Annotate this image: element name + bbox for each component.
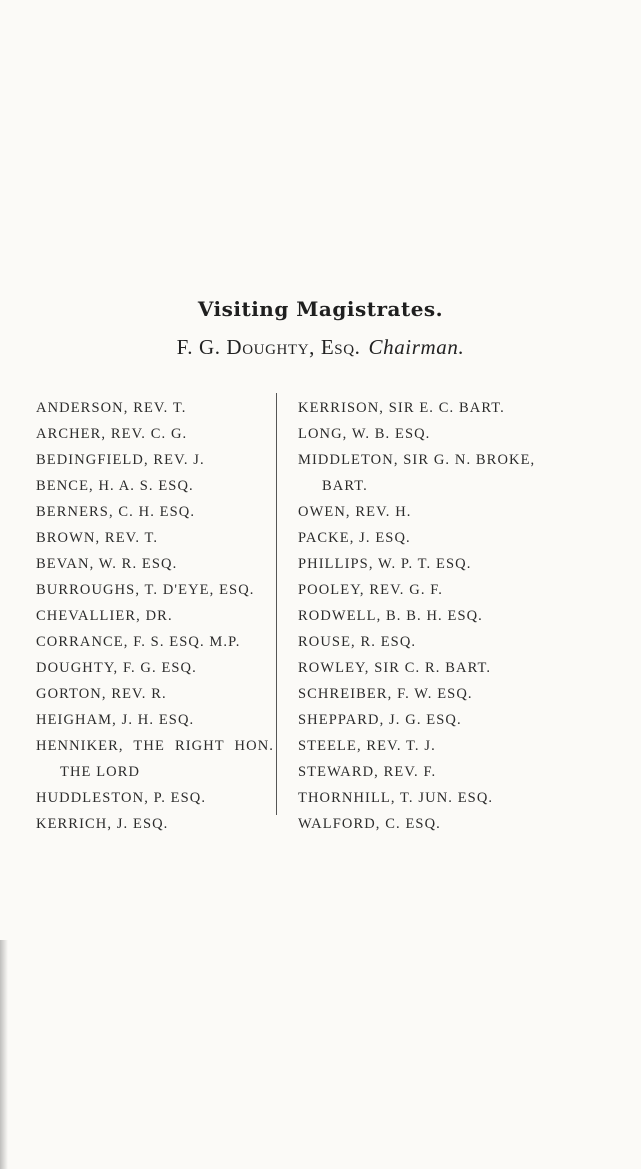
magistrate-entry: HENNIKER, THE RIGHT HON. [36,738,274,754]
magistrate-entry: BEDINGFIELD, REV. J. [36,452,205,468]
magistrate-entry: HEIGHAM, J. H. ESQ. [36,712,195,728]
magistrates-left-column [36,395,274,837]
magistrate-entry: ROWLEY, SIR C. R. BART. [298,660,492,676]
magistrate-entry: CHEVALLIER, DR. [36,608,173,624]
magistrate-entry: WALFORD, C. ESQ. [298,816,441,832]
magistrate-entry: KERRISON, SIR E. C. BART. [298,400,505,416]
magistrate-entry: OWEN, REV. H. [298,504,412,520]
magistrate-entry: STEWARD, REV. F. [298,764,437,780]
column-divider [276,393,277,815]
chairman-name: F. G. Doughty, Esq. [176,335,361,359]
magistrate-entry: DOUGHTY, F. G. ESQ. [36,660,197,676]
magistrate-entry: SHEPPARD, J. G. ESQ. [298,712,462,728]
magistrate-entry: BENCE, H. A. S. ESQ. [36,478,194,494]
page-edge-shadow [0,940,8,1169]
magistrate-entry: RODWELL, B. B. H. ESQ. [298,608,483,624]
magistrate-entry: POOLEY, REV. G. F. [298,582,444,598]
chairman-role: Chairman. [368,335,465,359]
magistrate-entry-continuation: BART. [322,478,368,494]
magistrate-entry: HUDDLESTON, P. ESQ. [36,790,207,806]
magistrate-entry: MIDDLETON, SIR G. N. BROKE, [298,452,536,468]
magistrate-entry: THORNHILL, T. JUN. ESQ. [298,790,494,806]
magistrate-entry: ARCHER, REV. C. G. [36,426,188,442]
magistrate-entry: CORRANCE, F. S. ESQ. M.P. [36,634,241,650]
magistrate-entry: ANDERSON, REV. T. [36,400,187,416]
magistrate-entry: SCHREIBER, F. W. ESQ. [298,686,473,702]
page-heading: Visiting Magistrates. [197,297,444,321]
magistrates-right-column [298,395,535,837]
magistrate-entry: BERNERS, C. H. ESQ. [36,504,196,520]
magistrate-entry-continuation: THE LORD [60,764,141,780]
magistrate-entry: ROUSE, R. ESQ. [298,634,417,650]
magistrate-entry: LONG, W. B. ESQ. [298,426,431,442]
magistrate-entry: BURROUGHS, T. D'EYE, ESQ. [36,582,255,598]
magistrate-entry: BROWN, REV. T. [36,530,159,546]
magistrate-entry: GORTON, REV. R. [36,686,167,702]
magistrate-entry: PACKE, J. ESQ. [298,530,411,546]
magistrate-entry: BEVAN, W. R. ESQ. [36,556,178,572]
chairman-line [0,335,641,360]
magistrate-entry: KERRICH, J. ESQ. [36,816,169,832]
magistrate-entry: STEELE, REV. T. J. [298,738,436,754]
magistrate-entry: PHILLIPS, W. P. T. ESQ. [298,556,472,572]
